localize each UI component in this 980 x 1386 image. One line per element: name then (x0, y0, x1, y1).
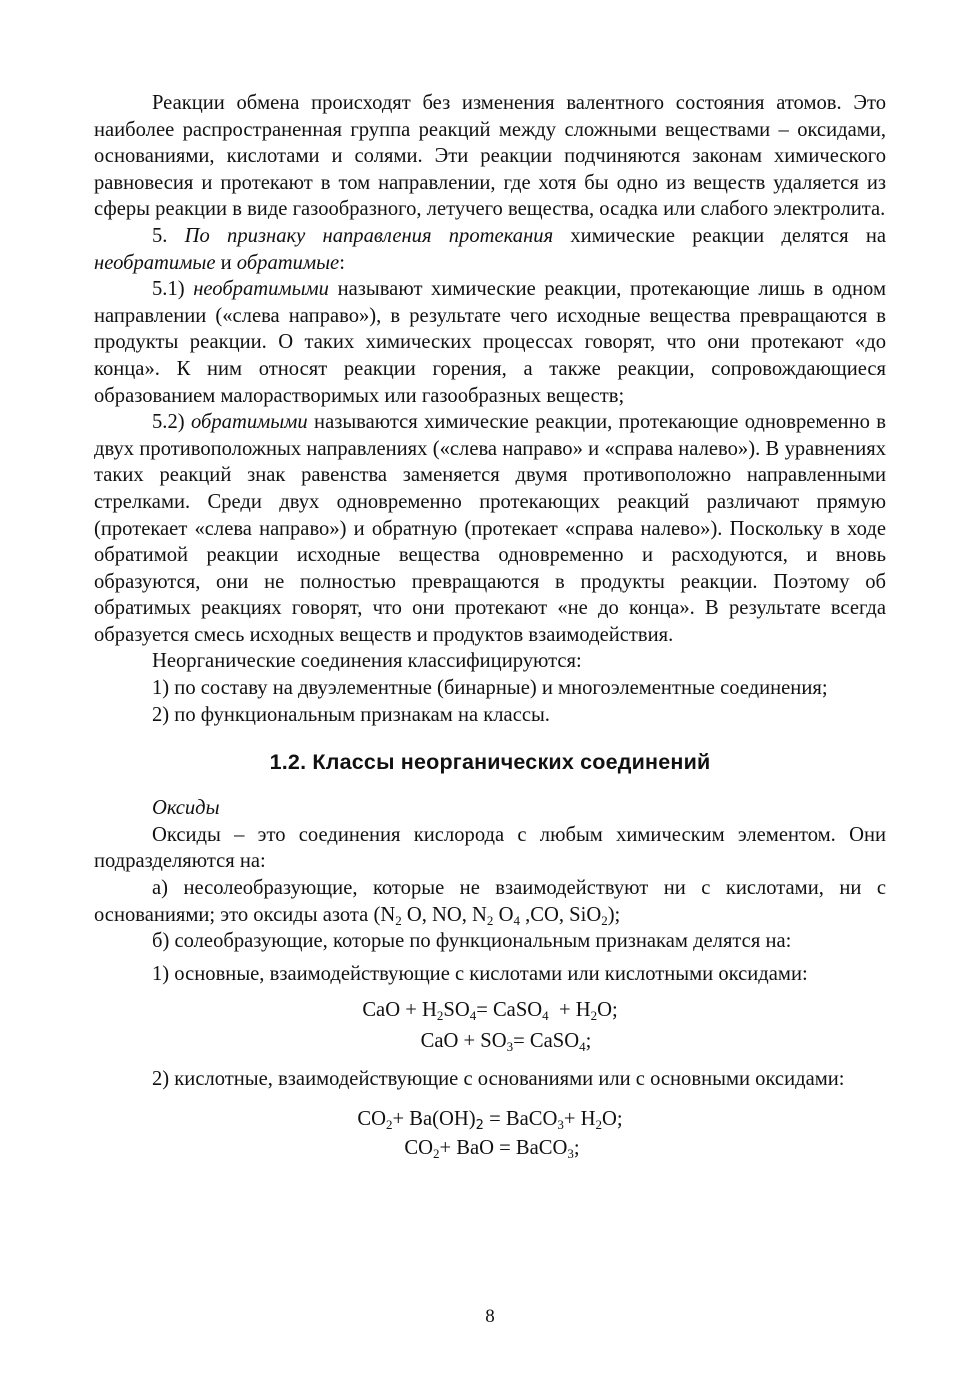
list-item-salt-forming: б) солеобразующие, которые по функциональным признакам делятся на: (152, 930, 792, 953)
section-heading: 1.2. Классы неорганических соединений (269, 750, 711, 775)
list-item-acidic-oxides: 2) кислотные, взаимодействующие с основаниями или с основными оксидами: (152, 1067, 845, 1090)
term-reversible: обратимые (236, 251, 340, 274)
list-item-non-salt-forming: а) несолеобразующие, которые не взаимодействуют ни с кислотами, ни с основаниями; это оксиды азота ($N_2$ O, NO, $N_2$ $O_4$ ,CO, SiO$_2$); (94, 877, 886, 928)
term-irreversible-def: необратимыми (193, 278, 329, 301)
text-run: называют химические реакции, протекающие лишь в одном направлении («слева направо»), в результате чего исходные вещества превращаются в продукты реакции. О таких химических процессах говорят, что они протекают «до конца». К ним относят реакции горения, а также реакции, сопровождающиеся образованием малорастворимых или газообразных веществ; (94, 278, 886, 407)
list-item: 2) по функциональным признакам на классы. (152, 703, 550, 726)
equation: CaO + $H_2SO_4=$ CaSO$_4$ + $H_2O$; (362, 999, 618, 1024)
page-number: 8 (485, 1306, 495, 1327)
body-text (94, 90, 886, 1161)
text-run: химические реакции делятся на (553, 224, 887, 247)
equation: $CO_2+ Ba(OH)_2$ = BaCO$_3$+ $H_2O$; (357, 1108, 623, 1134)
term-reversible-def: обратимыми (190, 411, 308, 434)
item-number: 5.2) (152, 411, 191, 434)
term-irreversible: необратимые (94, 251, 216, 274)
text-run: и (215, 251, 237, 274)
equation: $CO_2+$ BaO = BaCO$_3$; (404, 1136, 580, 1161)
term-direction: По признаку направления протекания (184, 224, 554, 247)
list-item: 1) по составу на двуэлементные (бинарные) и многоэлементные соединения; (152, 677, 828, 700)
paragraph-reversible (94, 409, 886, 648)
equation: CaO + $SO_3=$ CaSO$_4$; (420, 1030, 592, 1054)
item-number: 5.1) (152, 278, 194, 301)
paragraph-irreversible (94, 276, 886, 409)
text-run: : (339, 251, 345, 274)
paragraph-exchange-reactions: Реакции обмена происходят без изменения валентного состояния атомов. Это наиболее распространенная группа реакций между сложными веществами – оксидами, основаниями, кислотами и солями. Эти реакции подчиняются законам химического равновесия и протекают в том направлении, где хотя бы одно из веществ удаляется из сферы реакции в виде газообразного, летучего вещества, осадка или слабого электролита. (94, 92, 886, 221)
list-item-basic-oxides: 1) основные, взаимодействующие с кислотами или кислотными оксидами: (152, 962, 808, 985)
text-run: называются химические реакции, протекающие одновременно в двух противоположных направлениях («слева направо» и «справа налево»). В уравнениях таких реакций знак равенства заменяется двумя противоположно направленными стрелками. Среди двух одновременно протекающих реакций различают прямую (протекает «слева направо») и обратную (протекает «справа налево»). Поскольку в ходе обратимой реакции исходные вещества одновременно и расходуются, и вновь образуются, они не полностью превращаются в продукты реакции. Поэтому об обратимых реакциях говорят, что они протекают «не до конца». В результате всегда образуется смесь исходных веществ и продуктов взаимодействия. (94, 411, 886, 646)
paragraph-direction-criterion (94, 223, 886, 276)
paragraph-oxides-intro: Оксиды – это соединения кислорода с любым химическим элементом. Они подразделяются на: (94, 823, 886, 873)
item-number: 5. (152, 224, 185, 247)
subheading-oxides: Оксиды (152, 797, 220, 820)
paragraph-classification: Неорганические соединения классифицируются: (152, 650, 582, 673)
